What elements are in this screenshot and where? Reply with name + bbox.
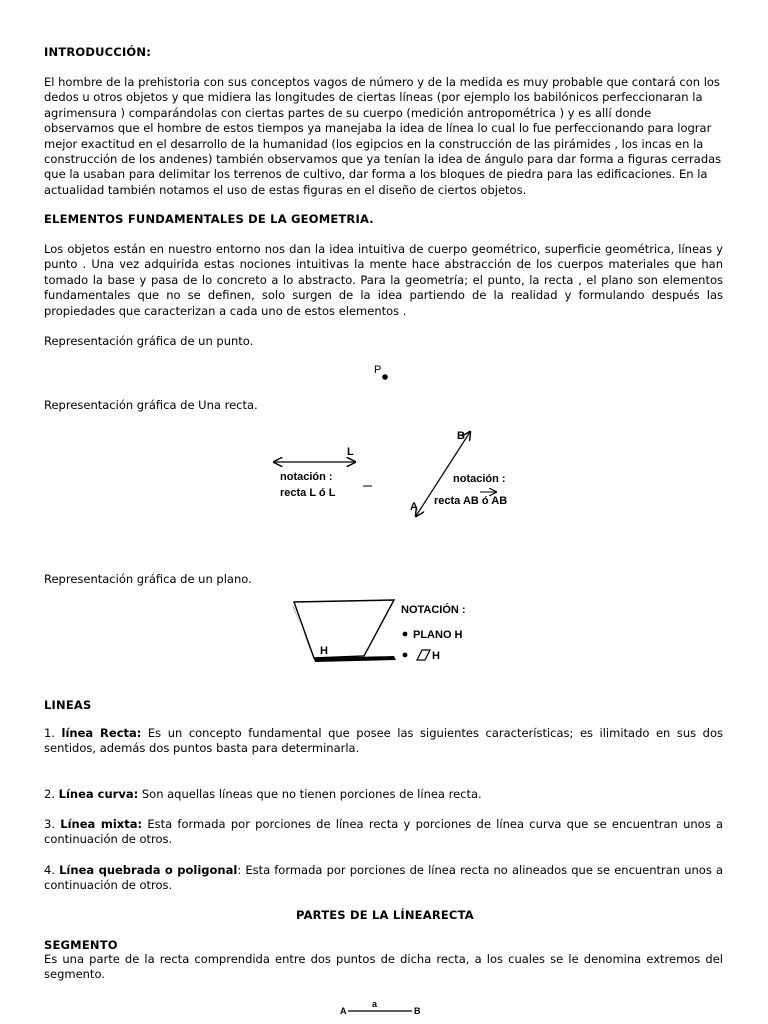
elements-heading: ELEMENTOS FUNDAMENTALES DE LA GEOMETRIA.: [44, 212, 374, 226]
plane-notation-title: NOTACIÓN :: [401, 604, 466, 616]
plane-notation-2: H: [432, 650, 440, 662]
line-l-label: L: [347, 446, 354, 458]
point-b-label: B: [457, 430, 465, 442]
elements-paragraph: Los objetos están en nuestro entorno nos dan la idea intuitiva de cuerpo geométrico, superficie geométrica, líneas y punto . Una vez adquirida estas nociones intuitivas la mente hace abstracción de los cuerpos materiales que han tomado la base y pasa de lo concreto a lo abstracto. Para la geometría; el punto, la recta , el plano son elementos fundamentales que no se definen, solo surgen de la idea partiendo de la realidad y formulando después las propiedades que caracterizan a cada uno de estos elementos .: [44, 242, 723, 318]
line-item-1: 1. línea Recta: Es un concepto fundamental que posee las siguientes características; es ilimitado en sus dos sentidos, además dos puntos basta para determinarla.: [44, 726, 723, 756]
lines-heading: LINEAS: [44, 698, 92, 712]
line-figure: [270, 424, 520, 524]
segment-label: a: [372, 999, 378, 1009]
plane-shape: [294, 600, 394, 658]
point-dot: [382, 374, 388, 380]
plane-figure: [284, 596, 504, 671]
plane-notation-1: PLANO H: [413, 629, 463, 641]
segment-figure: [338, 998, 438, 1020]
segment-a-label: A: [340, 1006, 347, 1016]
segment-paragraph: Es una parte de la recta comprendida entre dos puntos de dicha recta, a los cuales se le denomina extremos del segmento.: [44, 952, 723, 982]
left-notation-line: recta L ó L: [280, 487, 336, 499]
point-figure: [370, 362, 400, 386]
segment-b-label: B: [414, 1006, 421, 1016]
intro-heading: INTRODUCCIÓN:: [44, 45, 152, 59]
line-caption: Representación gráfica de Una recta.: [44, 398, 258, 412]
plane-label: H: [320, 645, 328, 657]
right-notation-line: recta AB ó AB: [434, 495, 508, 507]
parts-heading: PARTES DE LA LÍNEARECTA: [296, 908, 474, 922]
segment-heading: SEGMENTO: [44, 938, 118, 952]
point-caption: Representación gráfica de un punto.: [44, 334, 254, 348]
left-notation-title: notación :: [280, 471, 333, 483]
point-a-label: A: [410, 501, 418, 513]
plane-symbol-icon: [417, 650, 430, 660]
line-item-3: 3. Línea mixta: Esta formada por porciones de línea recta y porciones de línea curva que se encuentran unos a continuación de otros.: [44, 817, 723, 847]
line-item-2: 2. Línea curva: Son aquellas líneas que no tienen porciones de línea recta.: [44, 787, 482, 801]
plane-caption: Representación gráfica de un plano.: [44, 572, 252, 586]
bullet-1: [403, 632, 408, 637]
bullet-2: [403, 653, 408, 658]
intro-paragraph: El hombre de la prehistoria con sus conceptos vagos de número y de la medida es muy probable que contará con los dedos u otros objetos y que midiera las longitudes de ciertas líneas (por ejemplo los babilónicos perfeccionaran la agrimensura ) comparándolas con ciertas partes de su cuerpo (medición antropométrica ) y es allí donde observamos que el hombre de estos tiempos ya manejaba la idea de línea lo cual lo fue perfeccionando para lograr mejor exactitud en el desarrollo de la humanidad (los egipcios en la construcción de las pirámides , los incas en la construcción de los andenes) también observamos que ya tenían la idea de ángulo para dar forma a figuras cerradas que la usaban para delimitar los terrenos de cultivo, dar forma a los bloques de piedra para las edificaciones. En la actualidad también notamos el uso de estas figuras en el diseño de ciertos objetos.: [44, 75, 722, 197]
line-item-4: 4. Línea quebrada o poligonal: Esta formada por porciones de línea recta no alineados que se encuentran unos a continuación de otros.: [44, 863, 723, 893]
right-notation-title: notación :: [453, 473, 506, 485]
point-label: P: [374, 364, 382, 376]
